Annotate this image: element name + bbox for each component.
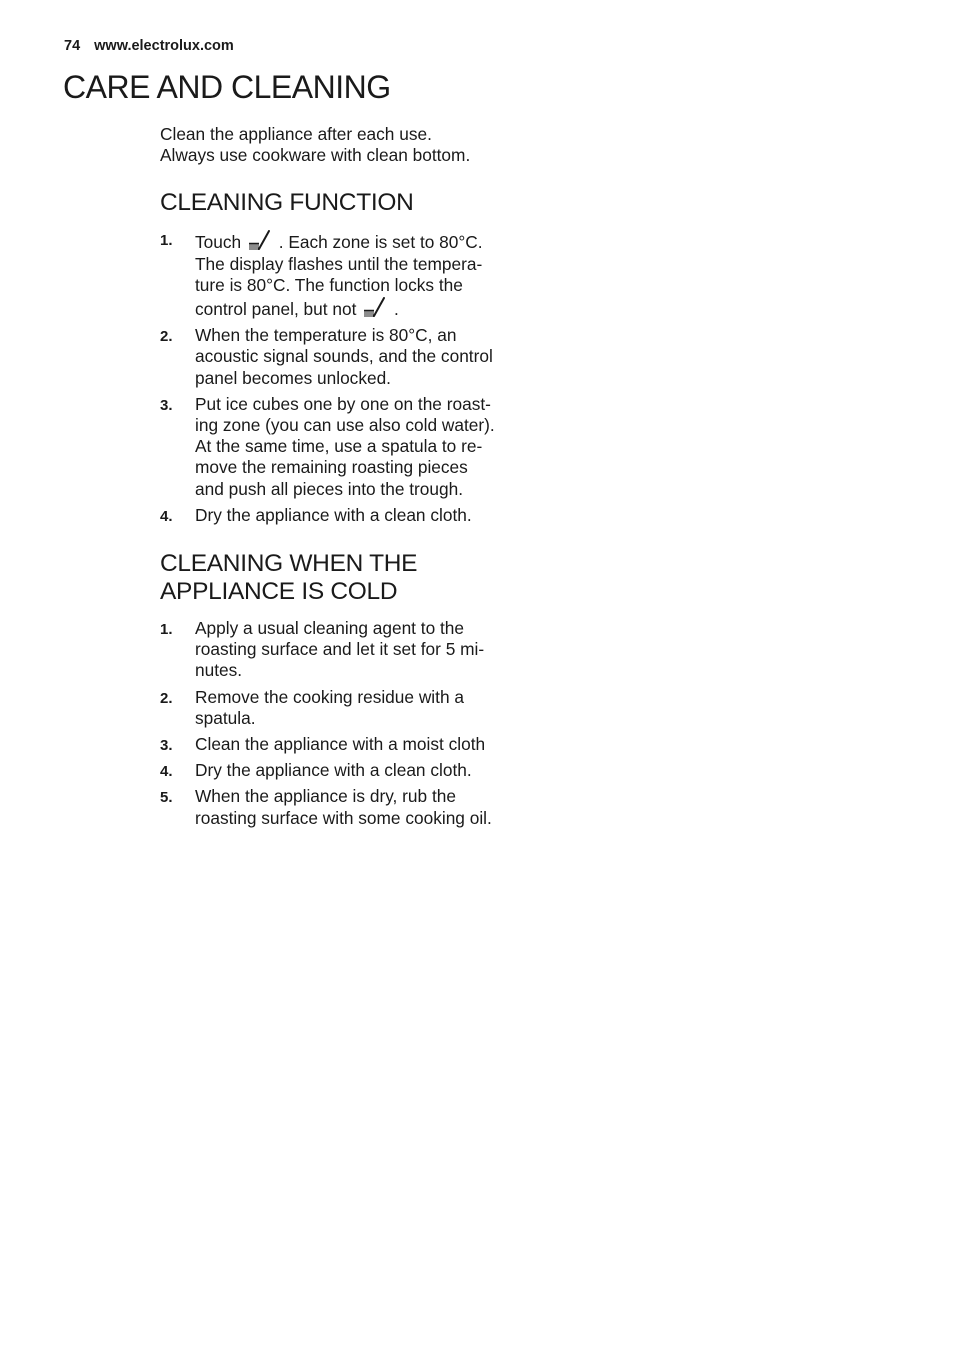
step-number: 4. [160,507,173,525]
list-item [160,618,520,682]
list-item [160,760,520,781]
page-header [64,38,234,54]
intro-line: Always use cookware with clean bottom. [160,145,471,166]
cleaning-cold-title [160,550,520,606]
step-line: panel becomes unlocked. [195,367,391,388]
step-line: When the temperature is 80°C, an [195,325,457,346]
cleaning-cold-steps [160,618,520,829]
step-line: Touch . Each zone is set to 80°C. [195,229,520,253]
step-line: At the same time, use a spatula to re- [195,436,483,457]
cleaning-scraper-icon [247,229,273,253]
content-column [160,124,520,834]
step-number: 4. [160,763,173,781]
list-item [160,687,520,729]
page-number: 74 [64,38,81,54]
section-title-line: CLEANING WHEN THE [160,550,418,578]
step-line: Remove the cooking residue with a [195,686,464,707]
cleaning-function-title: CLEANING FUNCTION [160,189,414,217]
step-line: Apply a usual cleaning agent to the [195,618,465,639]
step-line: ing zone (you can use also cold water). [195,415,495,436]
step-line: roasting surface and let it set for 5 mi- [195,639,485,660]
list-item [160,394,520,500]
cleaning-function-steps [160,229,520,526]
step-number: 2. [160,689,173,707]
list-item [160,734,520,755]
step-number: 2. [160,328,173,346]
step-line: When the appliance is dry, rub the [195,786,456,807]
step-line: ture is 80°C. The function locks the [195,274,463,295]
step-line: Dry the appliance with a clean cloth. [195,760,472,781]
list-item [160,325,520,389]
step-number: 1. [160,621,173,639]
page-title: CARE AND CLEANING [63,69,391,105]
list-item [160,786,520,828]
step-line: Dry the appliance with a clean cloth. [195,504,472,525]
step-number: 5. [160,789,173,807]
step-line: move the remaining roasting pieces [195,457,468,478]
list-item [160,505,520,526]
intro-text [160,124,520,166]
website-url[interactable]: www.electrolux.com [94,38,234,54]
step-number: 1. [160,232,173,250]
cleaning-scraper-icon [362,296,388,320]
intro-line: Clean the appliance after each use. [160,124,432,144]
step-line: Put ice cubes one by one on the roast- [195,393,491,414]
step-line: control panel, but not . [195,296,520,320]
step-line: roasting surface with some cooking oil. [195,807,492,828]
step-number: 3. [160,396,173,414]
step-line: and push all pieces into the trough. [195,478,464,499]
step-line: Clean the appliance with a moist cloth [195,734,486,755]
step-line: nutes. [195,660,243,681]
list-item [160,229,520,320]
step-number: 3. [160,737,173,755]
section-title-line: APPLIANCE IS COLD [160,578,398,606]
step-line: acoustic signal sounds, and the control [195,346,493,367]
step-line: spatula. [195,707,256,728]
step-line: The display flashes until the tempera- [195,253,483,274]
